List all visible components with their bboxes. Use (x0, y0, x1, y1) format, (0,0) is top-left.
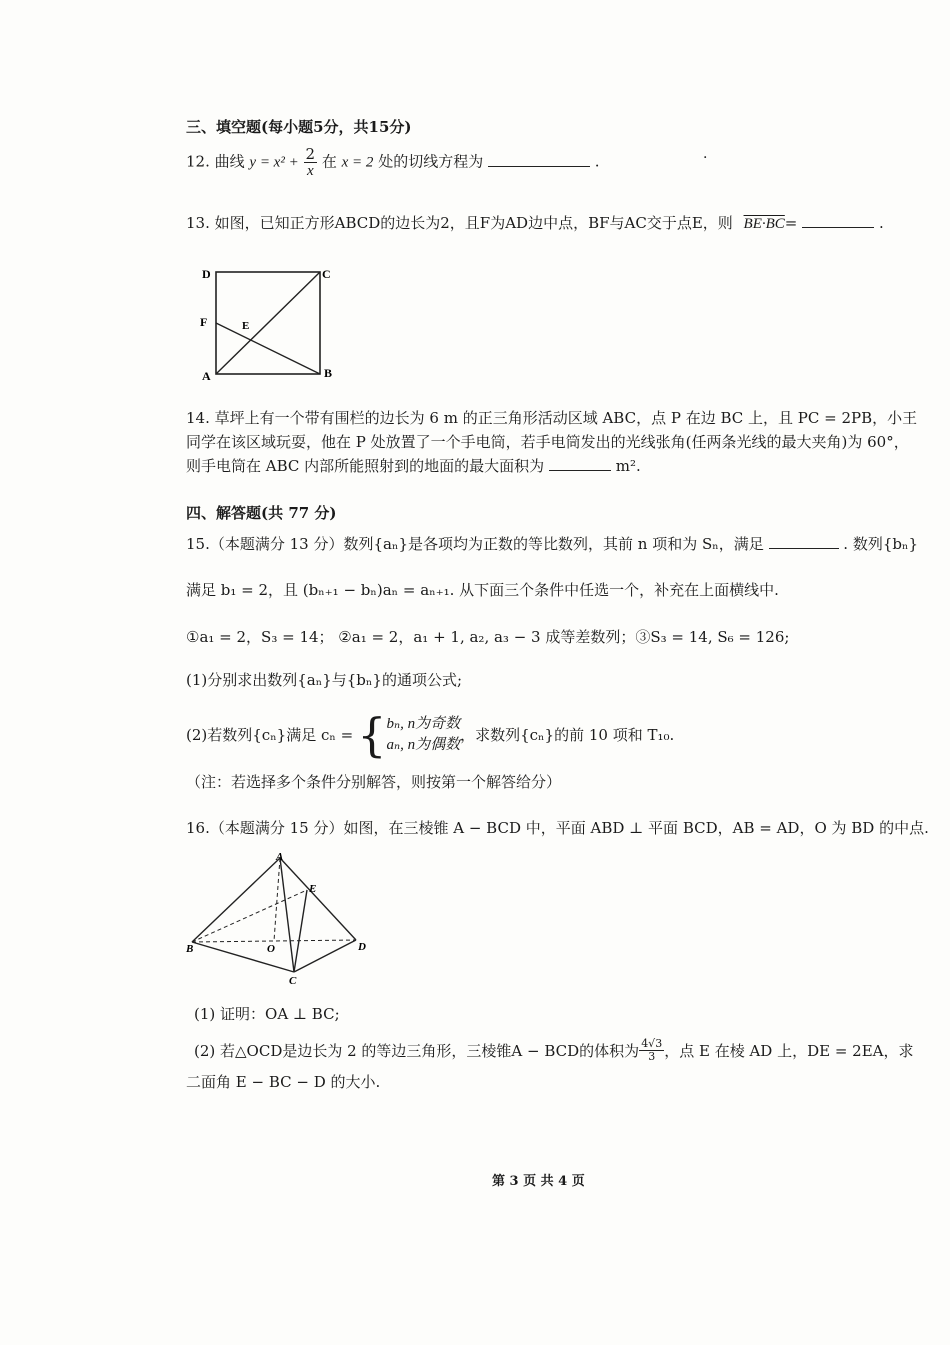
piecewise-cases (387, 714, 461, 756)
q12-equation: y = x² + (249, 154, 299, 171)
q13-answer-blank[interactable] (802, 213, 874, 228)
question-15-part-1: (1)分别求出数列{aₙ}与{bₙ}的通项公式; (186, 671, 462, 689)
q13-square-figure (196, 262, 336, 384)
edge-ac (280, 858, 294, 972)
question-16-part-1: (1) 证明：OA ⊥ BC; (194, 1005, 340, 1023)
question-14-line-2: 同学在该区域玩耍，他在 P 处放置了一个手电筒，若手电筒发出的光线张角(任两条光线的最大夹角)为 60°， (186, 433, 909, 451)
stray-dot: · (703, 150, 708, 166)
q12-end: . (594, 152, 600, 171)
q12-answer-blank[interactable] (488, 152, 590, 167)
q14-answer-blank[interactable] (549, 456, 611, 471)
segment-ec (294, 890, 307, 972)
q12-fraction (304, 146, 318, 179)
q13-vector-product: BE·BC (743, 216, 785, 232)
question-15-conditions: ①a₁ = 2，S₃ = 14； ②a₁ = 2，a₁ + 1, a₂, a₃ − 3 成等差数列；③S₃ = 14, S₆ = 126; (186, 628, 790, 646)
edge-ad (280, 858, 356, 940)
question-15-line-1 (186, 534, 918, 554)
q12-at: x = 2 (341, 154, 374, 171)
question-15-note: （注：若选择多个条件分别解答，则按第一个解答给分） (186, 773, 562, 791)
q12-frac-den: x (306, 163, 314, 179)
segment-bf (216, 323, 320, 374)
label-b: B (186, 943, 194, 955)
q13-equals: = (784, 214, 798, 232)
q15-line5a: (2)若数列{cₙ}满足 cₙ = (186, 726, 354, 744)
q15-line5b: ，求数列{cₙ}的前 10 项和 T₁₀. (460, 726, 675, 744)
volume-num: 4√3 (641, 1037, 663, 1050)
question-16-part-2-cont: 二面角 E − BC − D 的大小. (186, 1073, 381, 1091)
q16-part2a: (2) 若△OCD是边长为 2 的等边三角形，三棱锥A − BCD的体积为 (194, 1041, 640, 1060)
q14-unit: m². (615, 457, 641, 475)
q16-pyramid-figure (184, 848, 374, 990)
case-odd: bₙ, n为奇数 (386, 716, 461, 732)
question-12 (186, 146, 600, 179)
segment-ao-dashed (274, 858, 280, 941)
label-c: C (289, 975, 297, 987)
question-14-line-3 (186, 456, 641, 476)
piecewise-brace: { (357, 708, 387, 762)
edge-bc (192, 942, 294, 972)
question-16-part-2 (194, 1038, 914, 1063)
q12-frac-num: 2 (305, 145, 316, 163)
q13-end: . (878, 214, 884, 232)
question-15-part-2 (186, 710, 674, 760)
question-13 (186, 213, 884, 234)
q15-line1b: . 数列{bₙ} (843, 535, 919, 553)
edge-ab (192, 858, 280, 942)
label-b: B (324, 366, 333, 380)
q14-line3-text: 则手电筒在 ABC 内部所能照射到的地面的最大面积为 (186, 457, 545, 475)
section-title-answers: 四、解答题(共 77 分) (186, 504, 337, 522)
label-c: C (322, 267, 331, 281)
edge-dc (294, 940, 356, 972)
q16-part2b: ，点 E 在棱 AD 上，DE = 2EA，求 (664, 1041, 914, 1060)
label-e: E (309, 883, 317, 895)
q15-condition-blank[interactable] (769, 534, 839, 549)
q12-prefix: 12. 曲线 (186, 152, 245, 171)
volume-den: 3 (648, 1050, 656, 1063)
case-even: aₙ, n为偶数 (386, 737, 461, 753)
label-a: A (202, 369, 211, 383)
page-footer: 第 3 页 共 4 页 (492, 1174, 585, 1189)
label-e: E (242, 320, 250, 332)
question-15-line-2: 满足 b₁ = 2，且 (bₙ₊₁ − bₙ)aₙ = aₙ₊₁. 从下面三个条件中任选一个，补充在上面横线中. (186, 581, 779, 599)
section-title-fill-in: 三、填空题(每小题5分，共15分) (186, 118, 412, 136)
q12-mid: 在 (321, 152, 337, 171)
label-o: O (267, 943, 275, 955)
question-16-line-1: 16.（本题满分 15 分）如图，在三棱锥 A − BCD 中，平面 ABD ⊥ 平面 BCD，AB = AD，O 为 BD 的中点. (186, 819, 929, 837)
volume-fraction (639, 1038, 664, 1063)
q13-text: 13. 如图，已知正方形ABCD的边长为2，且F为AD边中点，BF与AC交于点E，则 (186, 214, 733, 232)
question-14-line-1: 14. 草坪上有一个带有围栏的边长为 6 m 的正三角形活动区域 ABC，点 P 在边 BC 上，且 PC = 2PB，小王 (186, 409, 918, 427)
label-d: D (358, 941, 366, 953)
label-f: F (200, 315, 208, 329)
diagonal-ac (216, 272, 320, 374)
label-a: A (276, 851, 284, 863)
q12-suffix: 处的切线方程为 (378, 152, 484, 171)
label-d: D (202, 267, 211, 281)
q15-line1a: 15.（本题满分 13 分）数列{aₙ}是各项均为正数的等比数列，其前 n 项和为 Sₙ，满足 (186, 535, 764, 553)
